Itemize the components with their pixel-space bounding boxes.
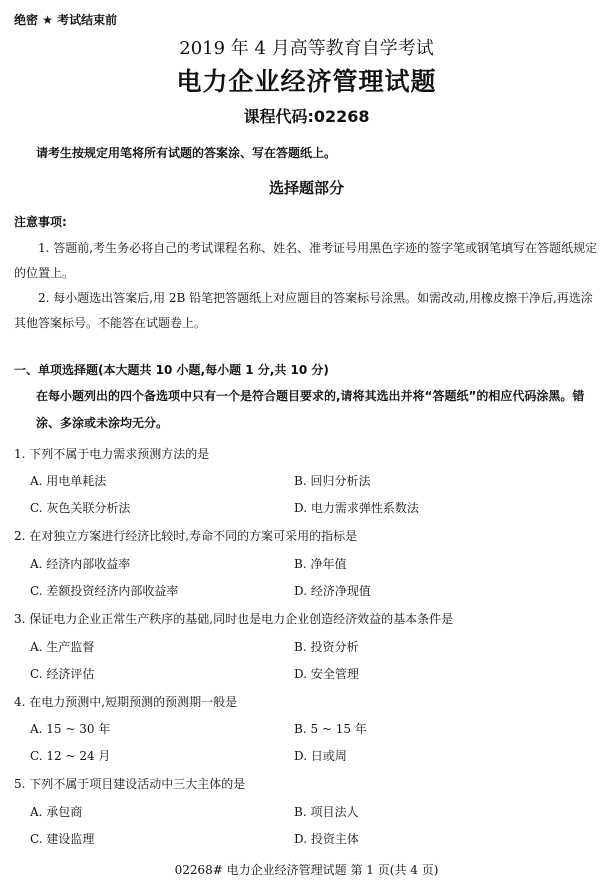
page-footer: 02268# 电力企业经济管理试题 第 1 页(共 4 页) <box>174 863 439 877</box>
option-4a: A. 15 ~ 30 年 <box>30 722 111 736</box>
option-1c: C. 灰色关联分析法 <box>30 501 131 515</box>
part-description: 在每小题列出的四个备选项中只有一个是符合题目要求的,请将其选出并将“答题纸”的相应代码涂黑。错涂、多涂或未涂均无分。 <box>36 389 585 430</box>
option-2d: D. 经济净现值 <box>294 584 371 598</box>
option-4c: C. 12 ~ 24 月 <box>30 749 111 763</box>
answer-instruction: 请考生按规定用笔将所有试题的答案涂、写在答题纸上。 <box>36 146 337 160</box>
option-3a: A. 生产监督 <box>30 640 95 654</box>
option-4b: B. 5 ~ 15 年 <box>294 722 367 736</box>
option-3d: D. 安全管理 <box>294 667 359 681</box>
question-stem-1: 1. 下列不属于电力需求预测方法的是 <box>14 447 210 461</box>
course-code: 课程代码:02268 <box>243 107 370 126</box>
part-heading: 一、单项选择题(本大题共 10 小题,每小题 1 分,共 10 分) <box>14 363 329 377</box>
question-stem-3: 3. 保证电力企业正常生产秩序的基础,同时也是电力企业创造经济效益的基本条件是 <box>14 612 454 626</box>
option-1b: B. 回归分析法 <box>294 474 371 488</box>
option-2a: A. 经济内部收益率 <box>30 557 131 571</box>
option-2c: C. 差额投资经济内部收益率 <box>30 584 179 598</box>
option-5c: C. 建设监理 <box>30 832 95 846</box>
secret-label: 绝密 ★ 考试结束前 <box>14 13 118 27</box>
question-stem-2: 2. 在对独立方案进行经济比较时,寿命不同的方案可采用的指标是 <box>14 529 358 543</box>
option-1a: A. 用电单耗法 <box>30 474 107 488</box>
note-item-2: 2. 每小题选出答案后,用 2B 铅笔把答题纸上对应题目的答案标号涂黑。如需改动,用橡皮擦干净后,再选涂其他答案标号。不能答在试题卷上。 <box>14 291 593 330</box>
option-2b: B. 净年值 <box>294 557 347 571</box>
paper-title: 电力企业经济管理试题 <box>176 67 437 96</box>
option-3c: C. 经济评估 <box>30 667 95 681</box>
notes-title: 注意事项: <box>14 215 67 229</box>
question-stem-4: 4. 在电力预测中,短期预测的预测期一般是 <box>14 695 238 709</box>
option-5b: B. 项目法人 <box>294 805 359 819</box>
section-title: 选择题部分 <box>268 179 344 197</box>
note-item-1: 1. 答题前,考生务必将自己的考试课程名称、姓名、准考证号用黑色字迹的签字笔或钢笔填写在答题纸规定的位置上。 <box>14 241 598 280</box>
question-stem-5: 5. 下列不属于项目建设活动中三大主体的是 <box>14 777 246 791</box>
option-1d: D. 电力需求弹性系数法 <box>294 501 419 515</box>
option-5d: D. 投资主体 <box>294 832 359 846</box>
option-5a: A. 承包商 <box>30 805 83 819</box>
option-3b: B. 投资分析 <box>294 640 359 654</box>
exam-title: 2019 年 4 月高等教育自学考试 <box>179 38 434 59</box>
option-4d: D. 日或周 <box>294 749 347 763</box>
